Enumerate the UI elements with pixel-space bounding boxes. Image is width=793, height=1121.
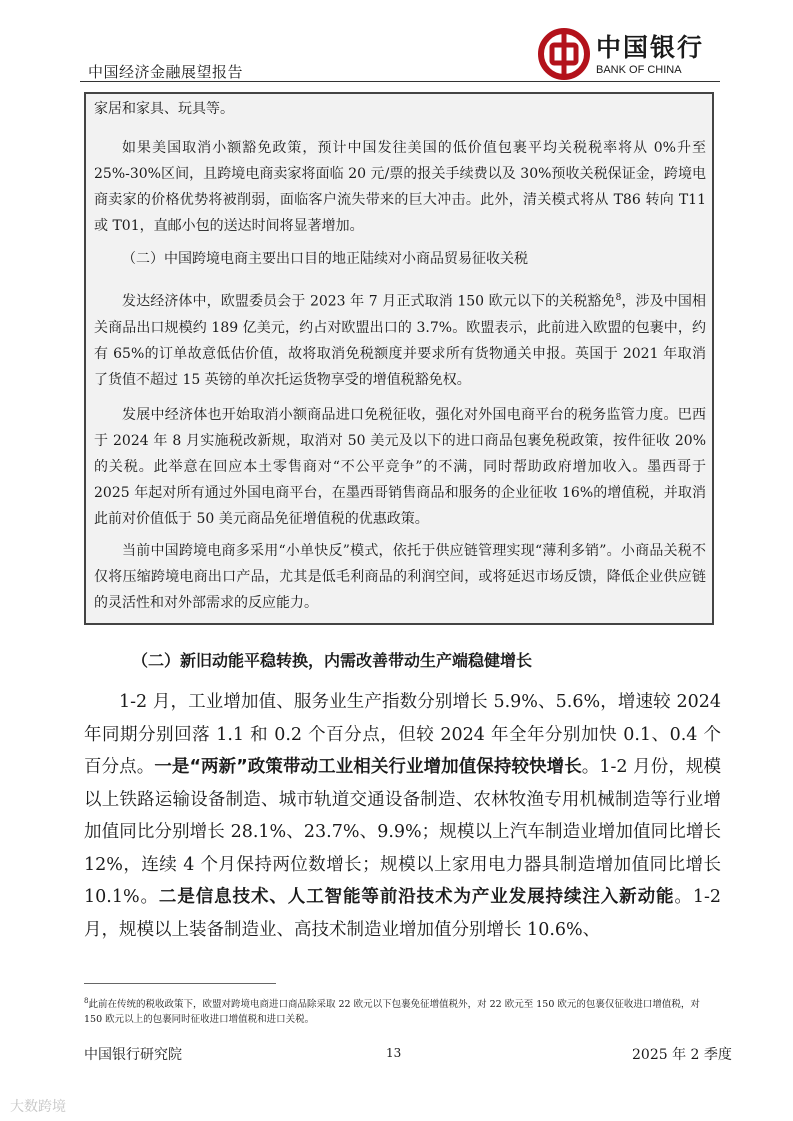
- box-paragraph-5: 当前中国跨境电商多采用“小单快反”模式，依托于供应链管理实现“薄利多销”。小商品关税不仅将压缩跨境电商出口产品，尤其是低毛利商品的利润空间，或将延迟市场反馈，降低企业供应链的灵活性和对外部需求的反应能力。: [94, 543, 706, 611]
- section-heading: （二）新旧动能平稳转换，内需改善带动生产端稳健增长: [132, 651, 533, 670]
- box-paragraph-3-text-a: 发达经济体中，欧盟委员会于 2023 年 7 月正式取消 150 欧元以下的关税豁免: [122, 293, 616, 310]
- box-paragraph-4: 发展中经济体也开始取消小额商品进口免税征收，强化对外国电商平台的税务监管力度。巴西于 2024 年 8 月实施税改新规，取消对 50 美元及以下的进口商品包裹免税政策，按件征收 20%的关税。此举意在回应本土零售商对“不公平竞争”的不满，同时帮助政府增加收入。墨西哥于 2025 年起对所有通过外国电商平台，在墨西哥销售商品和服务的企业征收 16%的增值税，并取消此前对价值低于 50 美元商品免征增值税的优惠政策。: [94, 407, 706, 527]
- bank-of-china-logo: [538, 26, 718, 82]
- box-paragraph-3-text-b: ，涉及中国相关商品出口规模约 189 亿美元，约占对欧盟出口的 3.7%。欧盟表示，此前进入欧盟的包裹中，约有 65%的订单故意低估价值，故将取消免税额度并要求所有货物通关申报。英国于 2021 年取消了货值不超过 15 英镑的单次托运货物享受的增值税豁免权。: [94, 293, 707, 388]
- main-text-1: 1-2 月，工业增加值、服务业生产指数分别增长 5.9%、5.6%，增速较 2024 年同期分别回落 1.1 和 0.2 个百分点，但较 2024 年全年分别加快 0.1、0.4 个百分点。: [84, 692, 721, 777]
- bank-of-china-logo-icon: [538, 28, 590, 80]
- footnote-text: 此前在传统的税收政策下，欧盟对跨境电商进口商品除采取 22 欧元以下包裹免征增值税外，对 22 欧元至 150 欧元的包裹仅征收进口增值税，对 150 欧元以上的包裹同时征收进口增值税和进口关税。: [84, 999, 700, 1026]
- footer-institute: 中国银行研究院: [84, 1047, 182, 1063]
- logo-english-name: BANK OF CHINA: [596, 64, 682, 76]
- main-paragraph: [84, 686, 721, 946]
- footnote-number: 8: [84, 997, 89, 1005]
- box-paragraph-2: 如果美国取消小额豁免政策，预计中国发往美国的低价值包裹平均关税税率将从 0%升至 25%-30%区间，且跨境电商卖家将面临 20 元/票的报关手续费以及 30%预收关税保证金，跨境电商卖家的价格优势将被削弱，面临客户流失带来的巨大冲击。此外，清关模式将从 T86 转向 T11 或 T01，直邮小包的送达时间将显著增加。: [94, 140, 706, 234]
- box-subheading: （二）中国跨境电商主要出口目的地正陆续对小商品贸易征收关税: [122, 251, 528, 267]
- footnote: [84, 994, 714, 1027]
- page-number: 13: [386, 1046, 402, 1060]
- footnote-reference[interactable]: 8: [615, 293, 622, 303]
- main-text-2: 。1-2 月份，规模以上铁路运输设备制造、城市轨道交通设备制造、农林牧渔专用机械制造等行业增加值同比分别增长 28.1%、23.7%、9.9%；规模以上汽车制造业增加值同比增长 12%，连续 4 个月保持两位数增长；规模以上家用电力器具制造增加值同比增长 10.1%。: [84, 757, 721, 907]
- footer-quarter: 2025 年 2 季度: [632, 1047, 732, 1063]
- logo-chinese-name: 中国银行: [596, 33, 705, 62]
- highlight-point-2: 二是信息技术、人工智能等前沿技术为产业发展持续注入新动能: [158, 887, 675, 907]
- box-paragraph-1: 家居和家具、玩具等。: [94, 101, 234, 117]
- main-text-3: 。1-2 月，规模以上装备制造业、高技术制造业增加值分别增长 10.6%、: [84, 887, 722, 940]
- footnote-divider: [84, 983, 276, 984]
- highlight-point-1: 一是“两新”政策带动工业相关行业增加值保持较快增长: [154, 757, 582, 777]
- report-title: 中国经济金融展望报告: [88, 63, 244, 81]
- header-divider: [80, 81, 720, 82]
- watermark: 大数跨境: [10, 1099, 66, 1115]
- box-paragraph-3: [94, 285, 706, 393]
